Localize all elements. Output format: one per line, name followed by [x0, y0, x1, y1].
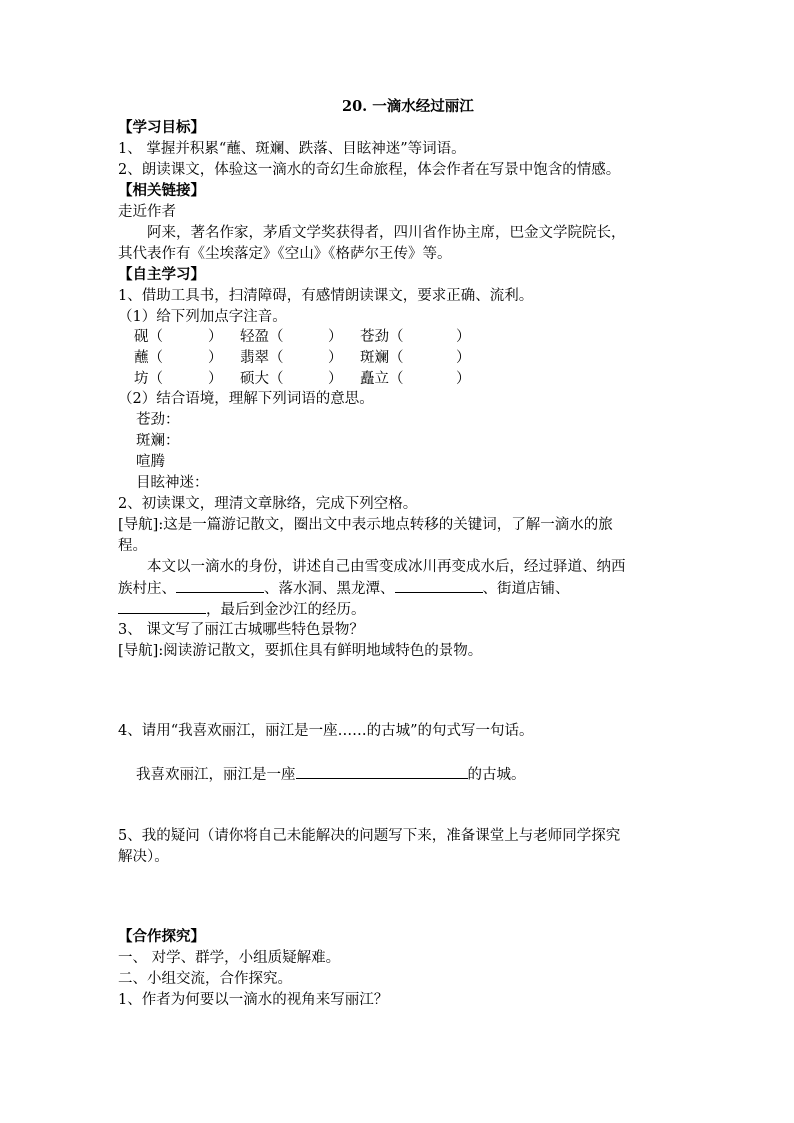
pinyin-item: 矗立（	[360, 371, 404, 387]
vocab-item: 苍劲：	[136, 412, 180, 428]
question-2-text-2	[118, 578, 570, 599]
text-segment: 的古城。	[467, 767, 526, 783]
pinyin-item: 翡翠（	[240, 350, 284, 366]
question-1-sub-2: （2）结合语境，理解下列词语的意思。	[118, 391, 374, 407]
question-1-sub-1: （1）给下列加点字注音。	[118, 309, 287, 325]
pinyin-item: 硕大（	[240, 371, 284, 387]
vocab-item: 斑斓：	[136, 433, 180, 449]
cooperation-question-1: 1、作者为何要以一滴水的视角来写丽江？	[118, 992, 389, 1008]
author-text-2: 其代表作有《尘埃落定》《空山》《格萨尔王传》等。	[118, 246, 452, 262]
answer-blank[interactable]	[176, 578, 264, 593]
pinyin-table	[0, 327, 794, 389]
page-title: 20. 一滴水经过丽江	[342, 98, 474, 115]
text-segment: 、落水洞、黑龙潭、	[264, 581, 395, 597]
question-3: 3、 课文写了丽江古城哪些特色景物？	[118, 622, 364, 638]
pinyin-close: ）	[208, 350, 223, 366]
answer-blank[interactable]	[395, 578, 483, 593]
question-2-guide-1: [导航]:这是一篇游记散文，圈出文中表示地点转移的关键词，了解一滴水的旅	[118, 517, 613, 533]
pinyin-item: 砚（	[134, 329, 163, 345]
pinyin-close: ）	[328, 371, 343, 387]
pinyin-close: ）	[208, 329, 223, 345]
section-header-links: 【相关链接】	[118, 182, 205, 199]
pinyin-item: 轻盈（	[240, 329, 284, 345]
section-header-cooperation: 【合作探究】	[118, 928, 205, 945]
pinyin-item: 坊（	[134, 371, 163, 387]
pinyin-item: 蘸（	[134, 350, 163, 366]
text-segment: 族村庄、	[118, 581, 176, 597]
question-2: 2、初读课文，理清文章脉络，完成下列空格。	[118, 496, 418, 512]
goal-2: 2、朗读课文，体验这一滴水的奇幻生命旅程，体会作者在写景中饱含的情感。	[118, 162, 621, 178]
question-4: 4、请用“我喜欢丽江，丽江是一座……的古城”的句式写一句话。	[118, 723, 534, 739]
text-segment: 我喜欢丽江，丽江是一座	[136, 767, 296, 783]
question-3-guide: [导航]:阅读游记散文，要抓住具有鲜明地域特色的景物。	[118, 643, 483, 659]
section-header-goals: 【学习目标】	[118, 119, 205, 136]
pinyin-close: ）	[456, 350, 471, 366]
pinyin-close: ）	[328, 329, 343, 345]
answer-blank[interactable]	[296, 764, 468, 779]
vocab-item: 喧腾	[136, 454, 165, 470]
pinyin-item: 苍劲（	[360, 329, 404, 345]
cooperation-item-1: 一、 对学、群学，小组质疑解难。	[118, 950, 341, 966]
pinyin-close: ）	[456, 329, 471, 345]
question-2-guide-2: 程。	[118, 538, 147, 554]
question-5-line-1: 5、我的疑问（请你将自己未能解决的问题写下来，准备课堂上与老师同学探究	[118, 828, 621, 844]
question-5-line-2: 解决）。	[118, 849, 169, 865]
answer-blank[interactable]	[118, 599, 206, 614]
author-text-1: 阿来，著名作家，茅盾文学奖获得者，四川省作协主席，巴金文学院院长，	[147, 225, 626, 241]
question-2-text-1: 本文以一滴水的身份，讲述自己由雪变成冰川再变成水后，经过驿道、纳西	[147, 559, 626, 575]
author-heading: 走近作者	[118, 204, 176, 220]
goal-1: 1、 掌握并积累“蘸、斑斓、跌落、目眩神迷”等词语。	[118, 141, 466, 157]
vocab-item: 目眩神迷：	[136, 475, 209, 491]
cooperation-item-2: 二、小组交流，合作探究。	[118, 971, 292, 987]
question-2-text-3	[118, 599, 366, 620]
text-segment: 、街道店铺、	[482, 581, 570, 597]
pinyin-close: ）	[456, 371, 471, 387]
pinyin-item: 斑斓（	[360, 350, 404, 366]
question-4-answer-line	[136, 764, 526, 785]
question-1: 1、借助工具书，扫清障碍，有感情朗读课文，要求正确、流利。	[118, 288, 534, 304]
pinyin-close: ）	[328, 350, 343, 366]
section-header-self-study: 【自主学习】	[118, 266, 205, 283]
pinyin-close: ）	[208, 371, 223, 387]
text-segment: ，最后到金沙江的经历。	[206, 602, 366, 618]
